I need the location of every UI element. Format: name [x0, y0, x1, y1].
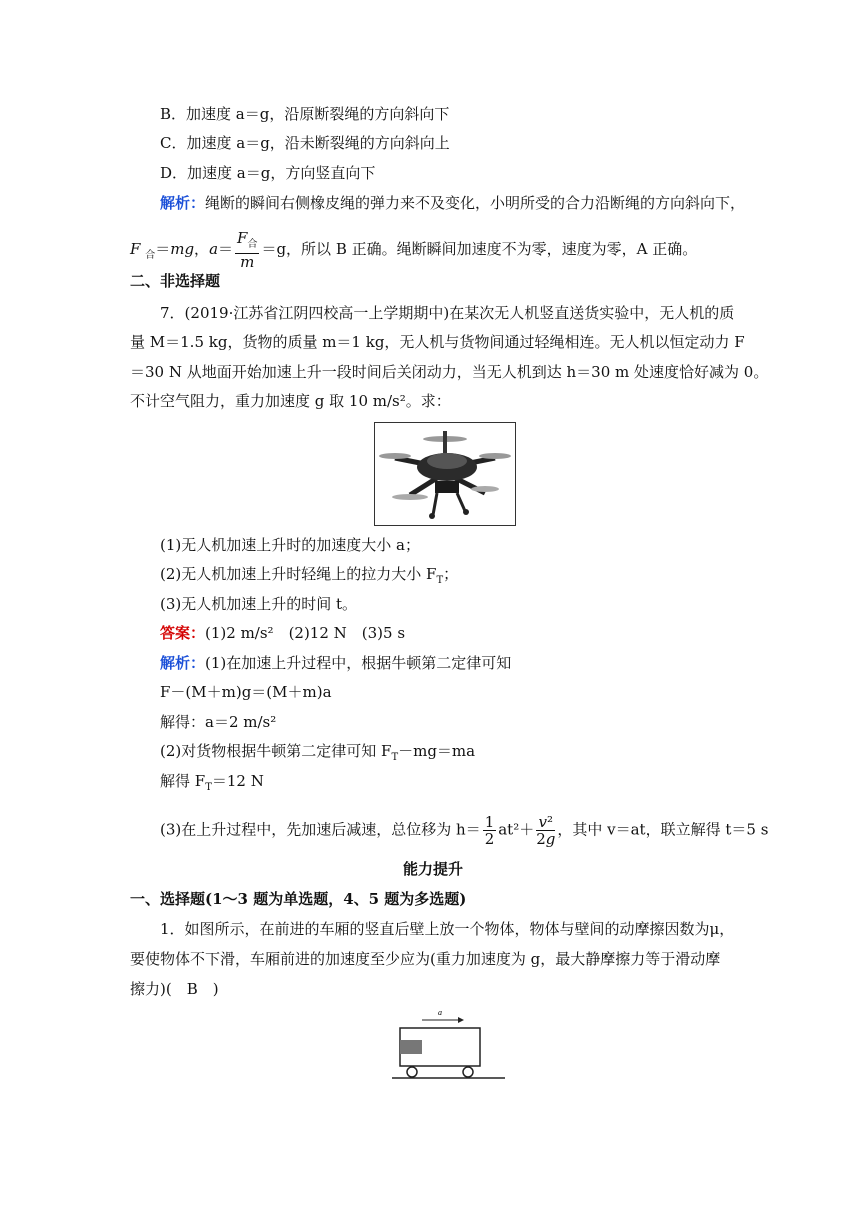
option-b: B．加速度 a＝g，沿原断裂绳的方向斜向下	[160, 105, 450, 123]
q7-analysis-3: 解得：a＝2 m/s²	[160, 713, 277, 731]
wheel-icon	[407, 1067, 417, 1077]
q6-analysis-line1: 解析：绳断的瞬间右侧橡皮绳的弹力来不及变化，小明所受的合力沿断绳的方向斜向下，	[160, 194, 746, 212]
q7-analysis-2: F－(M＋m)g＝(M＋m)a	[160, 683, 332, 701]
accel-label: a	[438, 1008, 442, 1017]
section-heading-choice: 一、选择题(1～3 题为单选题，4、5 题为多选题)	[130, 890, 467, 908]
q7-analysis-5: 解得 $F_T=12$ N	[160, 772, 264, 793]
q7-analysis-1: 解析：(1)在加速上升过程中，根据牛顿第二定律可知	[160, 654, 512, 672]
q1-line2: 要使物体不下滑，车厢前进的加速度至少应为(重力加速度为 g，最大静摩擦力等于滑动摩	[130, 950, 721, 968]
wheel-icon	[463, 1067, 473, 1077]
q1-line3: 擦力)( B )	[130, 980, 219, 998]
q7-sub1: (1)无人机加速上升时的加速度大小 a；	[160, 536, 420, 554]
q7-analysis-6: (3)在上升过程中，先加速后减速，总位移为 h＝ $\frac{1}{2}$ at²＋ $\frac{\text{v²}}{2g}$ ，其中 v＝at，联立解得 t＝5 s	[160, 813, 769, 848]
drone-image	[374, 422, 516, 526]
section-title: 二、非选择题	[130, 272, 221, 290]
fraction: $\frac{F_合}{m}$	[237, 229, 258, 271]
cart-diagram	[390, 1006, 515, 1081]
option-c: C．加速度 a＝g，沿未断裂绳的方向斜向上	[160, 134, 450, 152]
answer-label: 答案：	[160, 624, 206, 642]
option-d: D．加速度 a＝g，方向竖直向下	[160, 164, 376, 182]
q7-stem-line1: 7．(2019·江苏省江阴四校高一上学期期中)在某次无人机竖直送货实验中，无人机的质	[160, 304, 735, 322]
arrow-right-icon	[458, 1017, 464, 1023]
q7-stem-line4: 不计空气阻力，重力加速度 g 取 10 m/s²。求：	[130, 392, 451, 410]
analysis-label: 解析：	[160, 654, 206, 672]
q7-sub3: (3)无人机加速上升的时间 t。	[160, 595, 358, 613]
analysis-label: 解析：	[160, 194, 206, 212]
q1-line1: 1．如图所示，在前进的车厢的竖直后壁上放一个物体，物体与壁间的动摩擦因数为μ，	[160, 920, 735, 938]
q6-analysis-line2: F $_合$＝mg，a＝ $\frac{F_合}{m}$ ＝g，所以 B 正确。绳断瞬间加速度不为零，速度为零，A 正确。	[130, 229, 698, 271]
q7-answer: 答案：(1)2 m/s² (2)12 N (3)5 s	[160, 624, 406, 642]
q7-stem-line2: 量 M＝1.5 kg，货物的质量 m＝1 kg，无人机与货物间通过轻绳相连。无人机以恒定动力 F	[130, 333, 745, 351]
q7-sub2: (2)无人机加速上升时轻绳上的拉力大小 $F_T$；	[160, 565, 459, 586]
block	[400, 1040, 422, 1054]
section-heading-ability: 能力提升	[403, 860, 464, 878]
q7-analysis-4: (2)对货物根据牛顿第二定律可知 $F_T-mg=ma$	[160, 742, 476, 763]
drone-icon	[375, 423, 515, 525]
q7-stem-line3: ＝30 N 从地面开始加速上升一段时间后关闭动力，当无人机到达 h＝30 m 处速度恰好减为 0。	[130, 363, 769, 381]
